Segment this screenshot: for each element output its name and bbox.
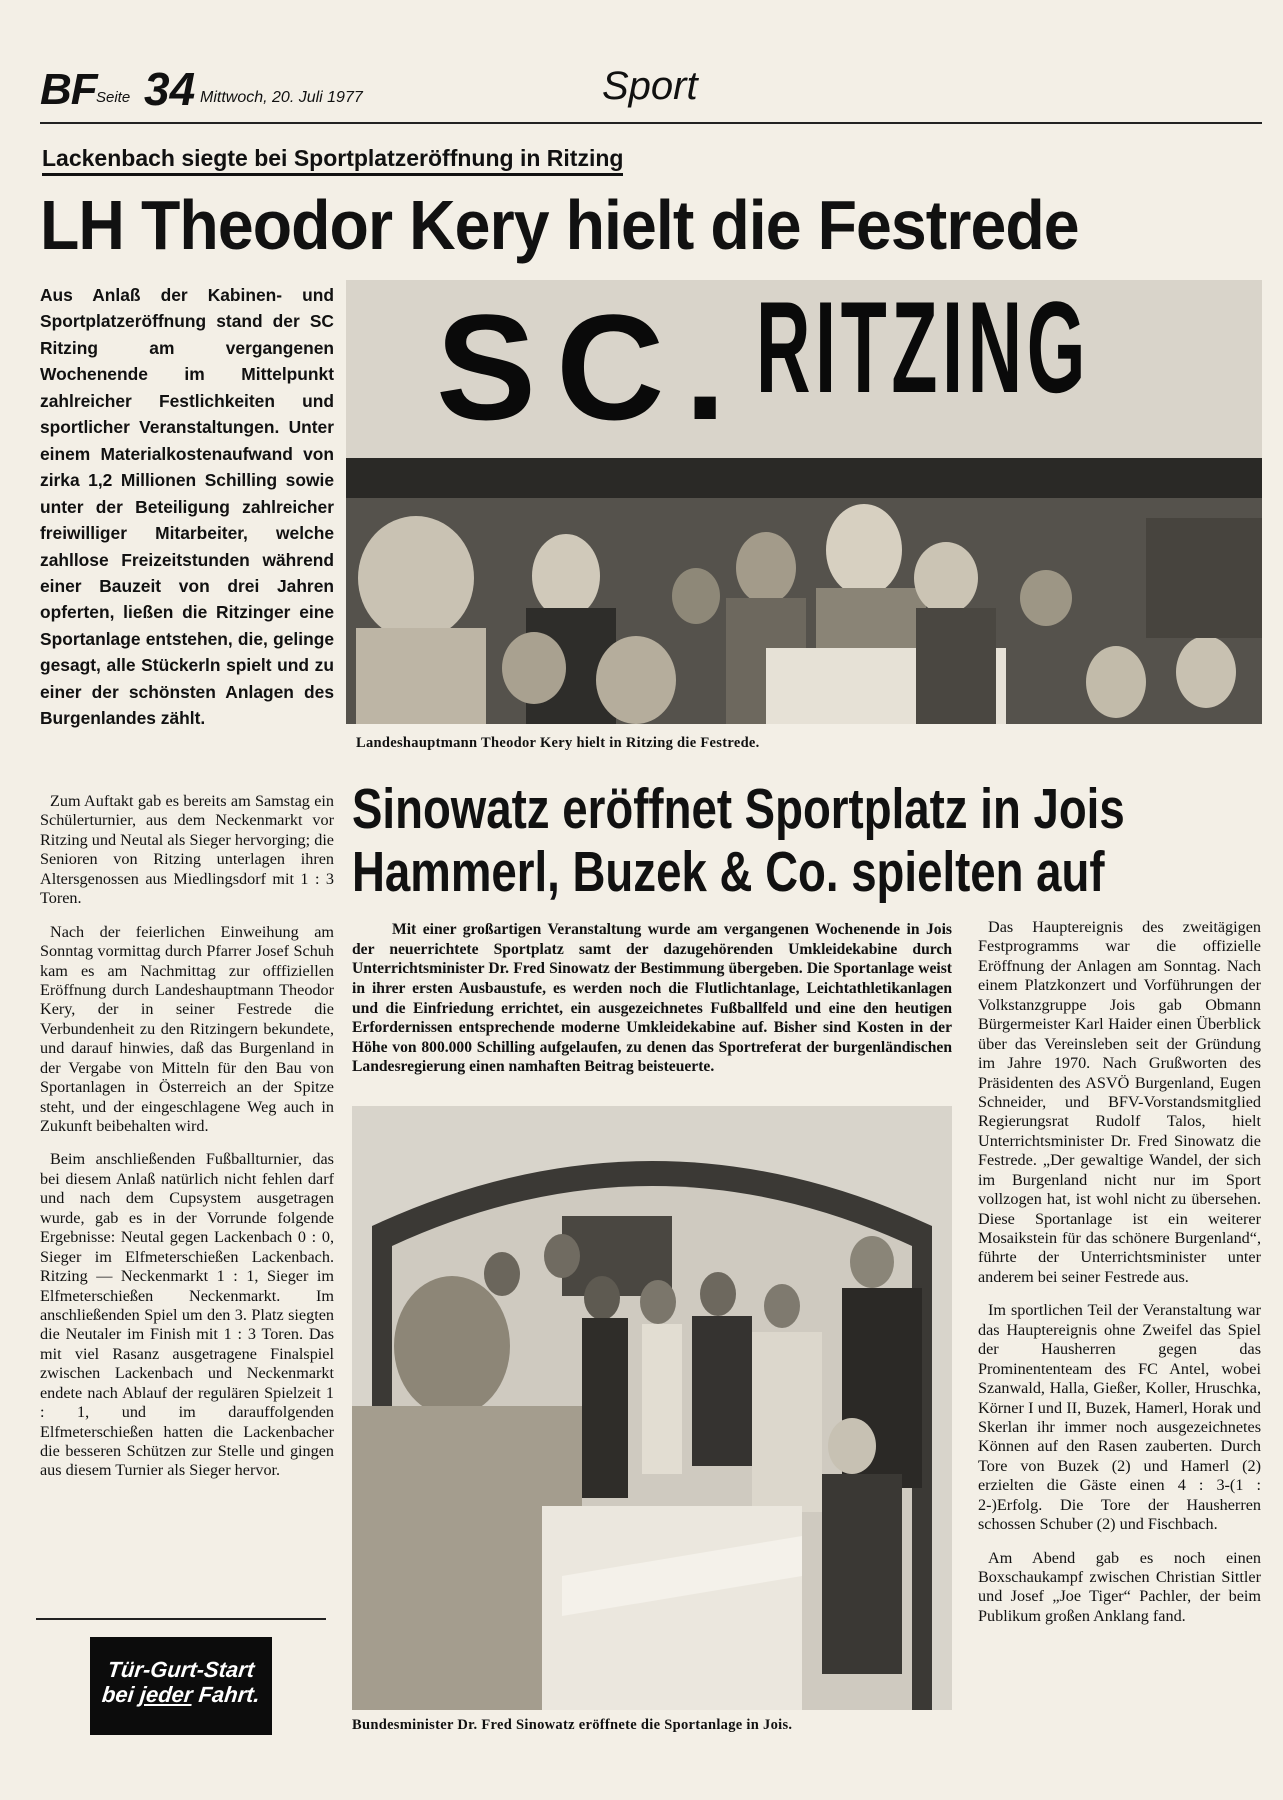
page-label: Seite xyxy=(96,89,131,106)
column-rule xyxy=(36,1618,326,1620)
article2-body xyxy=(978,918,1261,1640)
issue-date: Mittwoch, 20. Juli 1977 xyxy=(200,89,363,106)
article2-paragraph: Im sportlichen Teil der Veranstaltung war das Hauptereignis ohne Zweifel das Spiel der Hausherren gegen das Prominententeam des FC Antel, wobei Szanwald, Halla, Gießer, Koller, Hruschka, Körner I und II, Buzek, Hamerl, Horak und Skerlan ihr immer noch ausgezeichnetes Können auf den Rasen zauberten. Durch Tore von Buzek (2) und Hamerl (2) erzielten die Gäste einen 4 : 3-(1 : 2-)Erfolg. Die Tore der Hausherren schossen Schuber (2) und Fischbach. xyxy=(978,1301,1261,1534)
article1-photo-caption: Landeshauptmann Theodor Kery hielt in Ritzing die Festrede. xyxy=(356,735,760,751)
sc-ritzing-banner xyxy=(346,280,1262,458)
article1-photo xyxy=(346,280,1262,724)
seatbelt-ad xyxy=(90,1637,272,1735)
article2-paragraph: Am Abend gab es noch einen Boxschaukampf zwischen Christian Sittler und Josef „Joe Tiger“ Pachler, der beim Publikum großen Anklang fand. xyxy=(978,1548,1261,1625)
ceremony-photo-illustration xyxy=(352,1106,952,1710)
ad-line2 xyxy=(89,1682,274,1707)
article2-intro: Mit einer großartigen Veranstaltung wurde am vergangenen Wochenende in Jois der neuerrichtete Sportplatz samt der dazugehörenden Umkleidekabine durch Unterrichtsminister Dr. Fred Sinowatz der Bestimmung übergeben. Die Sportanlage weist in ihrer ersten Ausbaustufe, es werden noch die Flutlichtanlage, Leichtathletikanlagen und die Einfriedung errichtet, ein ausgezeichnetes Fußballfeld und eine den heutigen Erfordernissen entsprechende moderne Umkleidekabine auf. Bisher sind Kosten in der Höhe von 800.000 Schilling aufgelaufen, zu denen das Sportreferat der burgenländischen Landesregierung einen namhaften Beitrag beisteuerte. xyxy=(352,921,952,1076)
article1-headline: LH Theodor Kery hielt die Festrede xyxy=(40,186,1079,264)
article2-paragraph: Das Hauptereignis des zweitägigen Festprogramms war die offizielle Eröffnung der Anlagen am Sonntag. Nach einem Platzkonzert und Vorführungen der Volkstanzgruppe Jois gab Obmann Bürgermeister Karl Haider einen Überblick über das Vereinsleben seit der Gründung im Jahre 1970. Nach Grußworten des Präsidenten des ASVÖ Burgenland, Eugen Schneider, und BFV-Vorstandsmitglied Regierungsrat Rudolf Talos, hielt Unterrichtsminister Dr. Fred Sinowatz die Festrede. „Der gewaltige Wandel, der sich im Burgenland nicht nur im Sport vollzogen hat, ist wohl nicht zu übersehen. Diese Sportanlage ist ein weiterer Mosaikstein für das schönere Burgenland“, führte der Unterrichtsminister unter anderem bei seiner Festrede aus. xyxy=(978,918,1261,1286)
article2-headline-line2: Hammerl, Buzek & Co. spielten auf xyxy=(352,839,1105,904)
article2-photo xyxy=(352,1106,952,1710)
ad-line2-post: Fahrt. xyxy=(191,1682,262,1708)
article1-paragraph: Beim anschließenden Fußballturnier, das bei diesem Anlaß natürlich nicht fehlen darf und nach dem Cupsystem ausgetragen wurde, gab es in der Vorrunde folgende Ergebnisse: Neutal gegen Lackenbach 0 : 0, Sieger im Elfmeterschießen Lackenbach. Ritzing — Neckenmarkt 1 : 1, Sieger im Elfmeterschießen Neckenmarkt. Im anschließenden Spiel um den 3. Platz siegten die Neutaler im Finish mit 1 : 3 Toren. Das mit viel Rasanz ausgetragene Finalspiel zwischen Lackenbach und Neckenmarkt endete nach Ablauf der regulären Spielzeit 1 : 1, und im darauffolgenden Elfmeterschießen hatten die Lackenbacher die besseren Schützen zur Stelle und gingen aus diesem Turnier als Sieger hervor. xyxy=(40,1150,334,1480)
page-number: 34 xyxy=(144,63,196,115)
ad-line2-underlined: jeder xyxy=(138,1682,194,1708)
article1-paragraph: Nach der feierlichen Einweihung am Sonntag vormittag durch Pfarrer Josef Schuh kam es am Nachmittag zur offfiziellen Eröffnung durch Landeshauptmann Theodor Kery, der in seiner Festrede die Verbundenheit zu den Ritzingern bekundete, und darauf hinwies, daß das Burgenland in der Vergabe von Mitteln für den Bau von Sportanlagen in Österreich an der Spitze steht, und der eingeschlagene Weg auch in Zukunft beibehalten wird. xyxy=(40,922,334,1135)
banner-sc-text: SC. xyxy=(436,283,747,451)
article2-photo-caption: Bundesminister Dr. Fred Sinowatz eröffnete die Sportanlage in Jois. xyxy=(352,1717,793,1733)
crowd-photo-illustration xyxy=(346,458,1262,724)
article1-lead: Aus Anlaß der Kabinen- und Sportplatzeröffnung stand der SC Ritzing am vergangenen Wochenende im Mittelpunkt zahlreicher Festlichkeiten und sportlicher Veranstaltungen. Unter einem Materialkostenaufwand von zirka 1,2 Millionen Schilling sowie unter der Beteiligung zahlreicher freiwilliger Mitarbeiter, welche zahllose Freizeitstunden während einer Bauzeit von drei Jahren opferten, ließen die Ritzinger eine Sportanlage entstehen, die, gelinge gesagt, alle Stückerln spielt und zu einer der schönsten Anlagen des Burgenlandes zählt. xyxy=(40,285,334,729)
section-title: Sport xyxy=(602,64,698,108)
article2-headline-line1: Sinowatz eröffnet Sportplatz in Jois xyxy=(352,777,1125,841)
article1-paragraph: Zum Auftakt gab es bereits am Samstag ein Schülerturnier, aus dem Neckenmarkt vor Ritzing und Neutal als Sieger hervorging; die Senioren von Ritzing unterlagen ihren Altersgenossen aus Miedlingsdorf mit 1 : 3 Toren. xyxy=(40,792,334,908)
article1-body xyxy=(40,792,334,1495)
ad-line2-pre: bei xyxy=(100,1682,142,1708)
banner-ritzing-text: RITZING xyxy=(756,280,1091,420)
article2-headline xyxy=(352,777,1125,904)
masthead-rule xyxy=(40,122,1262,124)
masthead-logo: BF xyxy=(40,65,97,114)
ad-line1: Tür-Gurt-Start xyxy=(106,1657,256,1682)
article1-kicker: Lackenbach siegte bei Sportplatzeröffnung in Ritzing xyxy=(42,146,623,176)
